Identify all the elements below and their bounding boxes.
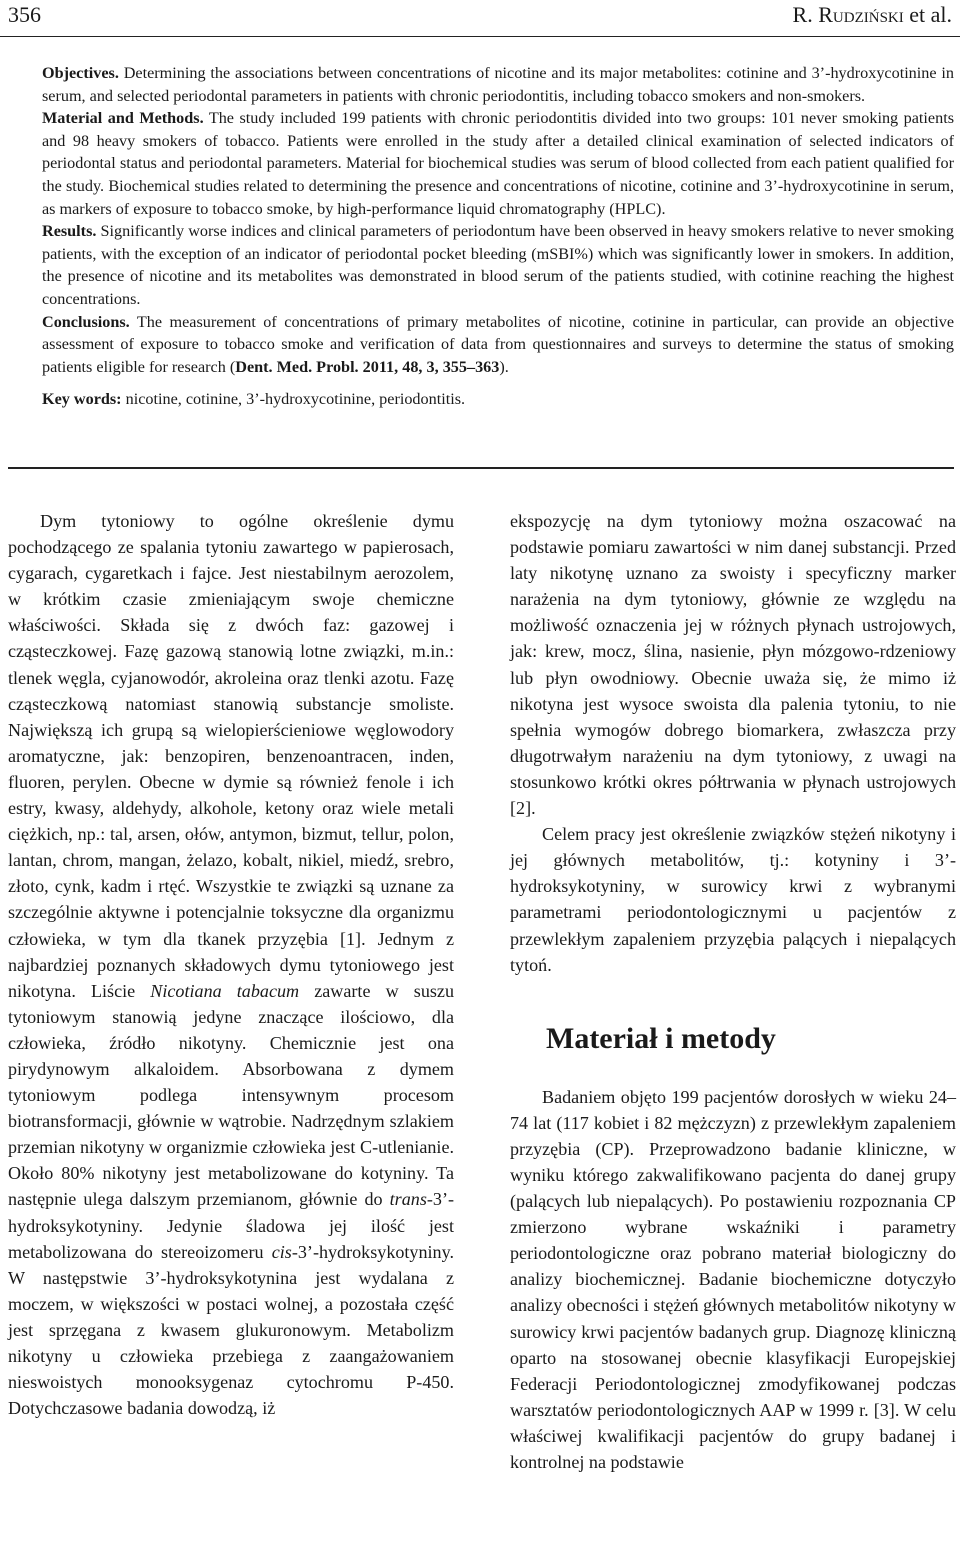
page-header [0,0,960,40]
objectives-label: Objectives. [42,64,119,82]
section-heading: Materiał i metody [546,1021,776,1055]
abstract-rule [8,467,954,469]
header-rule [0,36,960,37]
citation-close: ). [499,357,509,376]
left-text-a: Dym tytoniowy to ogólne określenie dymu pochodzącego ze spalania tytoniu zawartego w papierosach, cygarach, cygaretkach i fajce. Jest niestabilnym aerozolem, w krótkim czasie zmieniającym swoje chemiczne właściwości. Składa się z dwóch faz: gazowej i cząsteczkowej. Fazę gazową stanowią lotne związki, m.in.: tlenek węgla, cyjanowodór, akroleina oraz tlenki azotu. Fazę cząsteczkową natomiast stanowią substancje smoliste. Największą ich grupą są wielopierścieniowe węglowodory aromatyczne, jak: benzopiren, benzenoantracen, inden, fluoren, perylen. Obecne w dymie są również fenole i ich estry, kwasy, aldehydy, alkohole, ketony oraz wiele metali ciężkich, np.: tal, arsen, ołów, antymon, bizmut, tellur, polon, lantan, chrom, mangan, żelazo, kobalt, nikiel, miedź, srebro, złoto, cynk, kadm i rtęć. Wszystkie te związki są uznane za szczególnie aktywne i potencjalnie toksyczne dla organizmu człowieka, w tym dla tkanek przyzębia [1]. Jednym z najbardziej poznanych składowych dymu tytoniowego jest nikotyna. Liście [8,511,454,1001]
objectives-text: Determining the associations between concentrations of nicotine and its major metabolites: cotinine and 3’-hydroxycotinine in serum, and selected periodontal parameters in patients with chronic periodontitis, including tobacco smokers and non-smokers. [42,64,954,105]
page-number: 356 [8,2,41,27]
cis-prefix: cis [271,1241,292,1262]
results-label: Results. [42,222,97,241]
keywords-text: nicotine, cotinine, 3’-hydroxycotinine, periodontitis. [121,390,466,409]
author-surname: Rudziński [818,2,904,27]
abstract-results [42,220,954,310]
citation: Dent. Med. Probl. 2011, 48, 3, 355–363 [235,357,500,376]
methods-label: Material and Methods. [42,109,204,128]
abstract-conclusions [42,311,954,379]
author-suffix: et al. [903,2,952,27]
left-text-d: -3’-hydroksykotyniny. W następstwie 3’-hydroksykotynina jest wydalana z moczem, w większości w postaci wolnej, a pozostała część jest sprzęgana z kwasem glukuronowym. Metabolizm nikotyny u człowieka przebiega z zaangażowaniem nieswoistych monooksygenaz cytochromu P-450. Dotychczasowe badania dowodzą, iż [8,1241,454,1419]
body-paragraph: ekspozycję na dym tytoniowy można oszacować na podstawie pomiaru zawartości w nim danej substancji. Przed laty nikotynę uznano za swoisty i specyficzny marker narażenia na dym tytoniowy, głównie ze względu na możliwość oznaczenia jej w różnych płynach ustrojowych, jak: krew, mocz, ślina, nasienie, płyn mózgowo-rdzeniowy lub płyn owodniowy. Obecnie uważa się, że mimo iż nikotyna jest wysoce swoista dla palenia tytoniu, to nie spełnia wymogów dobrego biomarkera, zwłaszcza przy długotrwałym narażeniu na dym tytoniowy, z uwagi na stosunkowo krótki okres półtrwania w płynach ustrojowych [2]. [510,511,956,819]
running-head [793,2,952,28]
abstract-methods [42,107,954,220]
conclusions-label: Conclusions. [42,312,130,331]
body-column-right [510,508,956,1475]
abstract [42,62,954,411]
body-paragraph: Badaniem objęto 199 pacjentów dorosłych w wieku 24–74 lat (117 kobiet i 82 mężczyzn) z przewlekłym zapaleniem przyzębia (CP). Przeprowadzono badanie kliniczne, w wyniku którego zakwalifikowano pacjenta do danej grupy (palących lub niepalących). Po postawieniu rozpoznania CP zmierzono wybrane wskaźniki i parametry periodontologiczne oraz pobrano materiał biologiczny do analizy biochemicznej. Badanie biochemiczne dotyczyło analizy obecności i stężeń głównych metabolitów nikotyny w surowicy krwi pacjentów badanych grup. Diagnozę kliniczną oparto na stosowanej obecnie klasyfikacji Europejskiej Federacji Periodontologicznej zmodyfikowanej podczas warsztatów periodontologicznych AAP w 1999 r. [3]. W celu właściwej kwalifikacji pacjentów do grupy badanej i kontrolnej na podstawie [510,1086,956,1472]
author-initial: R. [792,2,819,27]
results-text: Significantly worse indices and clinical parameters of periodontum have been observed in heavy smokers relative to never smoking patients, with the exception of an indicator of periodontal pocket bleeding (mSBI%) which was significantly lower in smokers. In addition, the presence of nicotine and its metabolites was demonstrated in blood serum of the patients studied, with cotinine reaching the highest concentrations. [42,222,954,308]
left-text-b: zawarte w suszu tytoniowym stanowią jedyne znaczące ilościowo, dla człowieka, źródło nikotyny. Chemicznie jest ona pirydynowym alkaloidem. Absorbowana z dymem tytoniowym podlega intensywnym procesom biotransformacji, głównie w wątrobie. Nadrzędnym szlakiem przemian nikotyny w organizmie człowieka jest C-utlenianie. Około 80% nikotyny jest metabolizowane do kotyniny. Ta następnie ulega dalszym przemianom, głównie do [8,980,454,1210]
body-paragraph: Celem pracy jest określenie związków stężeń nikotyny i jej głównych metabolitów, tj.: kotyniny i 3’-hydroksykotyniny, w surowicy krwi z wybranymi parametrami periodontologicznymi u pacjentów z przewlekłym zapaleniem przyzębia palących i niepalących tytoń. [510,824,956,975]
body-paragraph [8,508,454,1421]
keywords-label: Key words: [42,390,122,409]
abstract-keywords [42,388,954,411]
abstract-objectives [42,62,954,107]
conclusions-text: The measurement of concentrations of primary metabolites of nicotine, cotinine in particular, can provide an objective assessment of exposure to tobacco smoke and verification of data from questionnaires and surveys to determine the status of smoking patients eligible for research ( [42,312,954,376]
species-name: Nicotiana tabacum [150,980,300,1001]
left-text-c: -3’-hydroksykotyniny. Jedynie śladowa jej ilość jest metabolizowana do stereoizomeru [8,1189,454,1262]
methods-text: The study included 199 patients with chronic periodontitis divided into two groups: 101 never smoking patients and 98 heavy smokers of tobacco. Patients were enrolled in the study after a detailed clinical examination of selected indicators of periodontal status and periodontal parameters. Material for biochemical studies was serum of blood collected from each patient qualified for the study. Biochemical studies related to determining the presence and concentrations of nicotine, cotinine and 3’-hydroxycotinine in serum, as markers of exposure to tobacco smoke, by high-performance liquid chromatography (HPLC). [42,109,954,218]
body-column-left [8,508,454,1421]
trans-prefix: trans [389,1189,427,1210]
